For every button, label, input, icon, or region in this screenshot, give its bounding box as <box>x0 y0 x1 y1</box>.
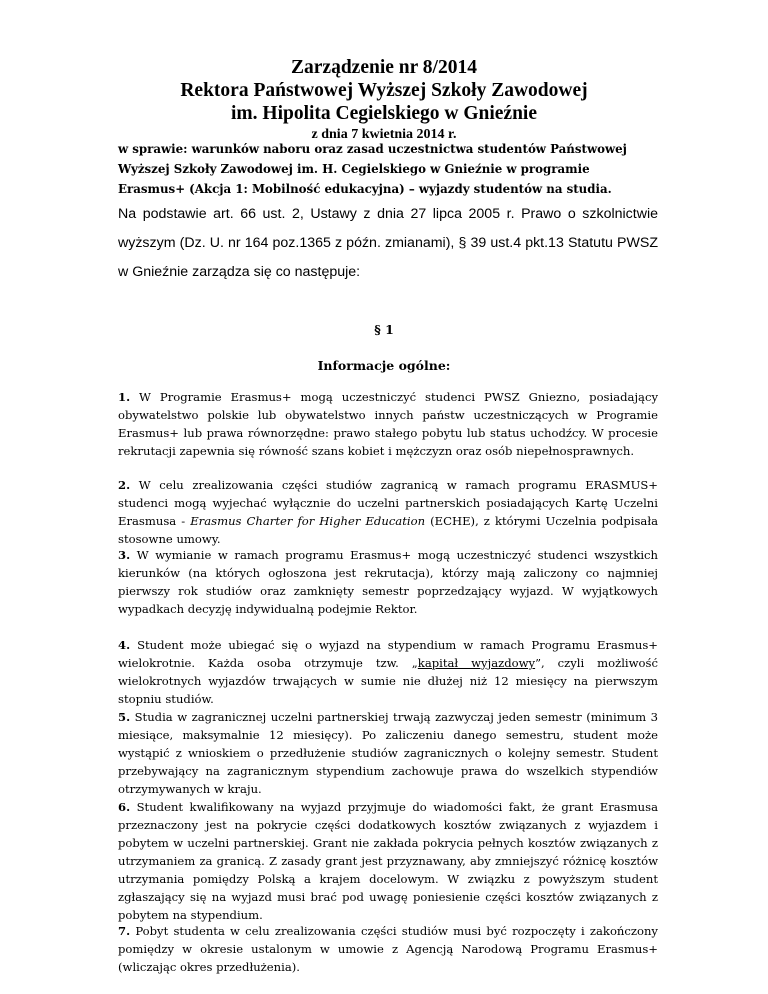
section-symbol: § 1 <box>374 322 394 337</box>
title-line-3: im. Hipolita Cegielskiego w Gnieźnie <box>230 103 538 124</box>
paragraph-text: (ECHE), z którymi Uczelnia podpisała stosowne umowy. <box>118 514 659 546</box>
paragraph-text: ”, czyli możliwość wielokrotnych wyjazdów trwających w sumie nie dłużej niż 12 miesięcy na pierwszym stopniu studiów. <box>118 656 658 706</box>
paragraph-number: 4. <box>118 638 131 652</box>
paragraph-text: Student kwalifikowany na wyjazd przyjmuje do wiadomości fakt, że grant Erasmusa przeznaczony jest na pokrycie części dodatkowych kosztów związanych z wyjazdem i pobytem w uczelni partnerskiej. Grant nie zakłada pokrycia pełnych kosztów związanych z utrzymaniem za granicą. Z zasady grant jest przyznawany, aby zmniejszyć różnicę kosztów utrzymania pomiędzy Polską a krajem docelowym. W związku z powyższym student zgłaszający się na wyjazd musi brać pod uwagę poniesienie części kosztów związanych z pobytem na stypendium. <box>118 800 658 922</box>
paragraph-number: 2. <box>118 478 131 492</box>
paragraph-number: 5. <box>118 710 131 724</box>
paragraph-number: 7. <box>118 924 131 938</box>
paragraph-7 <box>118 922 658 976</box>
paragraph-number: 3. <box>118 548 131 562</box>
title-line-1: Zarządzenie nr 8/2014 <box>291 57 477 78</box>
paragraph-1 <box>118 388 658 460</box>
paragraph-text: Studia w zagranicznej uczelni partnerskiej trwają zazwyczaj jeden semestr (minimum 3 miesiące, maksymalnie 12 miesięcy). Po zaliczeniu danego semestru, student może wystąpić z wnioskiem o przedłużenie studiów zagranicznych o kolejny semestr. Student przebywający na zagranicznym stypendium zachowuje prawa do wszelkich stypendiów otrzymywanych w kraju. <box>118 710 658 796</box>
paragraph-number: 1. <box>118 390 131 404</box>
document-header <box>0 56 768 144</box>
paragraph-5 <box>118 708 658 798</box>
paragraph-4 <box>118 636 658 708</box>
paragraph-3 <box>118 546 658 618</box>
paragraph-text: W wymianie w ramach programu Erasmus+ mogą uczestniczyć studenci wszystkich kierunków (na których ogłoszona jest rekrutacja), którzy mają zaliczony co najmniej pierwszy rok studiów oraz zamknięty semestr poprzedzający wyjazd. W wyjątkowych wypadkach decyzję indywidualną podejmie Rektor. <box>118 548 659 616</box>
document-date: z dnia 7 kwietnia 2014 r. <box>311 127 457 142</box>
paragraph-text: W celu zrealizowania części studiów zagranicą w ramach programu ERASMUS+ studenci mogą wyjechać wyłącznie do uczelni partnerskich posiadających Kartę Uczelni Erasmusa - <box>118 478 658 528</box>
paragraph-text-underlined: kapitał wyjazdowy <box>417 656 536 670</box>
paragraph-text: W Programie Erasmus+ mogą uczestniczyć studenci PWSZ Gniezno, posiadający obywatelstwo polskie lub obywatelstwo innych państw uczestniczących w Programie Erasmus+ lub prawa równorzędne: prawo stałego pobytu lub status uchodźcy. W procesie rekrutacji zapewnia się równość szans kobiet i mężczyzn oraz osób niepełnosprawnych. <box>118 390 658 458</box>
paragraph-text: Pobyt studenta w celu zrealizowania części studiów musi być rozpoczęty i zakończony pomiędzy w okresie ustalonym w umowie z Agencją Narodową Programu Erasmus+ (wliczając okres przedłużenia). <box>118 924 658 974</box>
legal-basis: Na podstawie art. 66 ust. 2, Ustawy z dnia 27 lipca 2005 r. Prawo o szkolnictwie wyższym (Dz. U. nr 164 poz.1365 z późn. zmianami), § 39 ust.4 pkt.13 Statutu PWSZ w Gnieźnie zarządza się co następuje: <box>118 206 658 280</box>
title-line-2: Rektora Państwowej Wyższej Szkoły Zawodowej <box>180 80 588 101</box>
document-subject: w sprawie: warunków naboru oraz zasad uczestnictwa studentów Państwowej Wyższej Szkoły Zawodowej im. H. Cegielskiego w Gnieźnie w programie Erasmus+ (Akcja 1: Mobilność edukacyjna) – wyjazdy studentów na studia. <box>118 142 627 196</box>
paragraph-text: Student może ubiegać się o wyjazd na stypendium w ramach Programu Erasmus+ wielokrotnie. Każda osoba otrzymuje tzw. „ <box>118 638 658 670</box>
paragraph-number: 6. <box>118 800 131 814</box>
section-title: Informacje ogólne: <box>317 358 451 373</box>
paragraph-2 <box>118 476 658 548</box>
paragraph-6 <box>118 798 658 924</box>
paragraph-text-italic: Erasmus Charter for Higher Education <box>190 514 426 528</box>
